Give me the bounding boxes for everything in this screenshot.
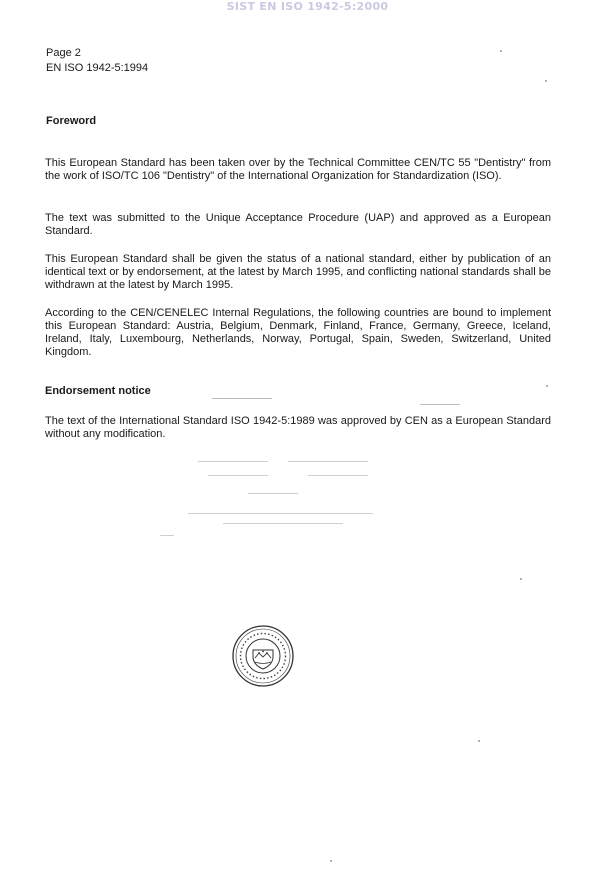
scan-speck [520,578,522,580]
foreword-paragraph: This European Standard has been taken over by the Technical Committee CEN/TC 55 "Dentistry" from the work of ISO/TC 106 "Dentistry" of the International Organization for Standardization (ISO). [45,157,551,182]
foreword-paragraph: According to the CEN/CENELEC Internal Regulations, the following countries are bound to implement this European Standard: Austria, Belgium, Denmark, Finland, France, Germany, Greece, Iceland, Ireland, Italy, Luxembourg, Netherlands, Norway, Portugal, Spain, Sweden, Switzerland, United Kingdom. [45,307,551,358]
watermark: SIST EN ISO 1942-5:2000 [226,0,389,13]
endorsement-paragraph: The text of the International Standard ISO 1942-5:1989 was approved by CEN as a European Standard without any modification. [45,415,551,440]
document-id: EN ISO 1942-5:1994 [46,62,149,74]
scan-speck [545,80,547,82]
scan-speck [500,50,502,52]
scan-speck [212,398,272,399]
scan-speck [546,385,548,387]
page-header [46,46,148,76]
foreword-heading: Foreword [46,115,97,127]
foreword-paragraph: This European Standard shall be given the status of a national standard, either by publication of an identical text or by endorsement, at the latest by March 1995, and conflicting national standards shall be withdrawn at the latest by March 1995. [45,253,551,291]
faint-stamp-marks [158,455,388,545]
endorsement-heading: Endorsement notice [45,385,151,397]
scan-speck [478,740,480,742]
official-seal-icon [231,624,295,688]
scan-speck [330,860,332,862]
foreword-paragraph: The text was submitted to the Unique Acceptance Procedure (UAP) and approved as a European Standard. [45,212,551,237]
page-number: Page 2 [46,47,81,59]
scan-speck [420,404,460,405]
